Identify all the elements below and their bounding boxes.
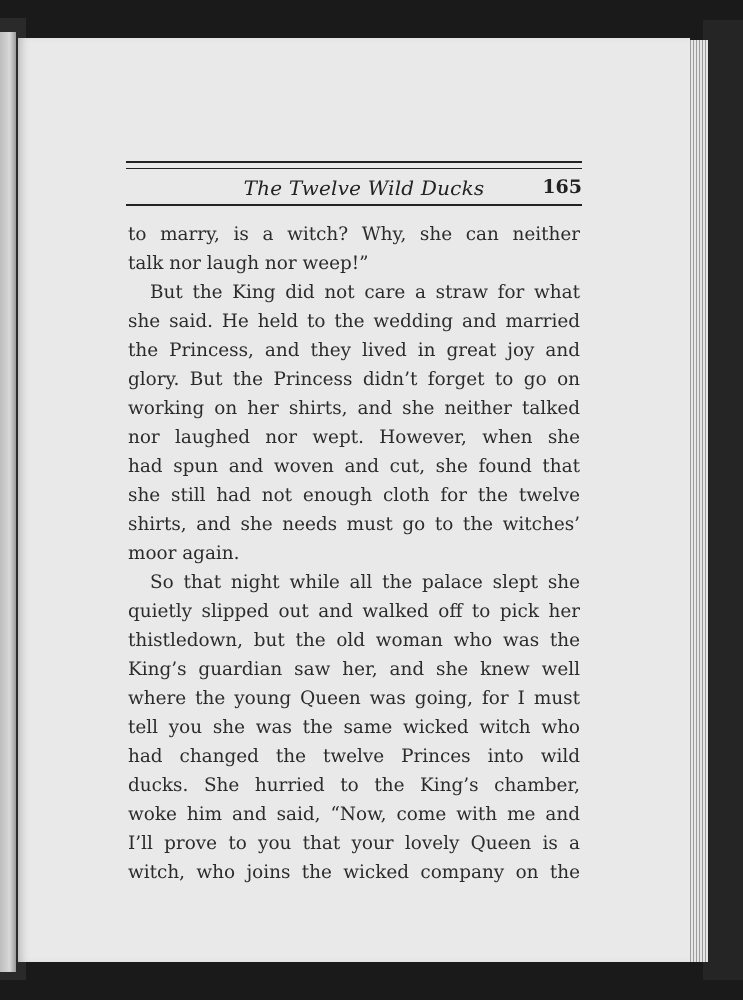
text-line: So that night while all the palace slept she bbox=[150, 572, 580, 593]
text-line: nor laughed nor wept. However, when she bbox=[128, 427, 580, 448]
text-line: to marry, is a witch? Why, she can neither bbox=[128, 224, 580, 245]
book-cover-right bbox=[703, 20, 743, 980]
header-rule-bottom bbox=[126, 204, 582, 206]
left-page-edge bbox=[0, 32, 16, 972]
text-line: glory. But the Princess didn’t forget to go on bbox=[128, 369, 580, 390]
text-line: woke him and said, “Now, come with me and bbox=[128, 804, 580, 825]
text-line: shirts, and she needs must go to the witches’ bbox=[128, 514, 580, 535]
text-line: thistledown, but the old woman who was the bbox=[128, 630, 580, 651]
body-text bbox=[128, 220, 580, 887]
text-line: But the King did not care a straw for what bbox=[150, 282, 580, 303]
header-rule-top bbox=[126, 161, 582, 163]
text-line: tell you she was the same wicked witch who bbox=[128, 717, 580, 738]
text-line: had changed the twelve Princes into wild bbox=[128, 746, 580, 767]
text-line: she still had not enough cloth for the twelve bbox=[128, 485, 580, 506]
text-line: the Princess, and they lived in great joy and bbox=[128, 340, 580, 361]
text-line: ducks. She hurried to the King’s chamber, bbox=[128, 775, 580, 796]
text-line: working on her shirts, and she neither talked bbox=[128, 398, 580, 419]
text-line: had spun and woven and cut, she found that bbox=[128, 456, 580, 477]
text-line: she said. He held to the wedding and married bbox=[128, 311, 580, 332]
text-line: where the young Queen was going, for I must bbox=[128, 688, 580, 709]
text-line: King’s guardian saw her, and she knew well bbox=[128, 659, 580, 680]
page-number: 165 bbox=[542, 176, 582, 198]
text-line: witch, who joins the wicked company on the bbox=[128, 862, 580, 883]
book-page bbox=[18, 38, 690, 962]
text-line: quietly slipped out and walked off to pick her bbox=[128, 601, 580, 622]
text-line: I’ll prove to you that your lovely Queen is a bbox=[128, 833, 580, 854]
header-rule-under bbox=[126, 168, 582, 169]
text-line: talk nor laugh nor weep!” bbox=[128, 253, 369, 274]
text-line: moor again. bbox=[128, 543, 240, 564]
running-head bbox=[126, 172, 582, 202]
chapter-title: The Twelve Wild Ducks bbox=[243, 176, 485, 200]
